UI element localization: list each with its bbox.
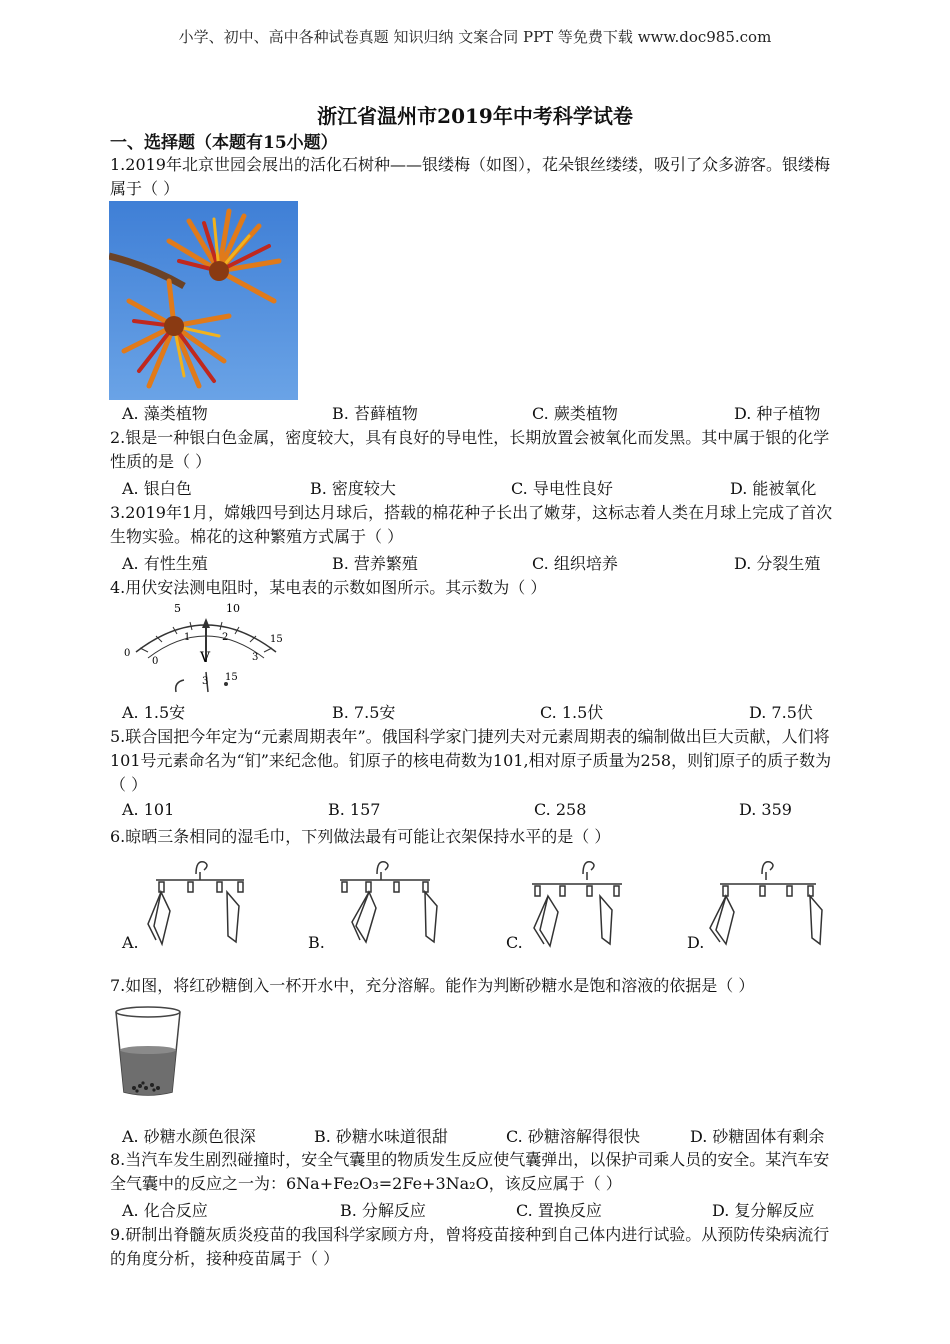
option-b[interactable]: B. [308,933,325,952]
terminal-label: 3 [202,676,209,687]
option-c[interactable]: C. [506,933,523,952]
tick-label: 0 [124,648,131,659]
option-b[interactable]: B. 砂糖水味道很甜 [314,1127,448,1146]
tick-label: 2 [222,632,229,643]
tick-label: 0 [152,656,159,667]
options-q4 [110,700,850,724]
tick-label: 1 [184,632,191,643]
option-c[interactable]: C. 258 [534,800,587,819]
page-title: 浙江省温州市2019年中考科学试卷 [317,104,633,128]
option-d[interactable]: D. 种子植物 [734,404,821,423]
question-1: 1.2019年北京世园会展出的活化石树种——银缕梅（如图），花朵银丝缕缕，吸引了众多游客。银缕梅属于（ ） [110,155,830,198]
page-header: 小学、初中、高中各种试卷真题 知识归纳 文案合同 PPT 等免费下载 www.doc985.com [178,28,772,46]
options-q2 [110,476,850,500]
option-a[interactable]: A. [122,933,139,952]
option-b[interactable]: B. 7.5安 [332,703,396,722]
options-q5 [110,800,850,824]
question-3: 3.2019年1月，嫦娥四号到达月球后，搭载的棉花种子长出了嫩芽，这标志着人类在月球上完成了首次生物实验。棉花的这种繁殖方式属于（ ） [110,503,833,546]
option-a[interactable]: A. 银白色 [122,479,192,498]
option-a[interactable]: A. 1.5安 [122,703,186,722]
unit-label: V [200,650,211,666]
option-b[interactable]: B. 分解反应 [340,1201,426,1220]
question-5: 5.联合国把今年定为“元素周期表年”。俄国科学家门捷列夫对元素周期表的编制做出巨大贡献，人们将101号元素命名为“钔”来纪念他。钔原子的核电荷数为101,相对原子质量为258，则钔原子的质子数为（ ） [110,727,832,794]
option-c[interactable]: C. 蕨类植物 [532,404,618,423]
option-d[interactable]: D. 能被氧化 [730,479,817,498]
option-d[interactable]: D. 分裂生殖 [734,554,821,573]
question-9: 9.研制出脊髓灰质炎疫苗的我国科学家顾方舟，曾将疫苗接种到自己体内进行试验。从预防传染病流行的角度分析，接种疫苗属于（ ） [110,1225,830,1268]
terminal-label: 15 [225,672,238,683]
tick-label: 3 [252,652,259,663]
plum-flower-image [109,201,298,400]
option-c[interactable]: C. 1.5伏 [540,703,604,722]
question-4: 4.用伏安法测电阻时，某电表的示数如图所示。其示数为（ ） [110,578,547,597]
option-a[interactable]: A. 有性生殖 [122,554,208,573]
option-b[interactable]: B. 密度较大 [310,479,396,498]
option-d[interactable]: D. [687,933,705,952]
tick-label: 5 [174,602,181,615]
question-2: 2.银是一种银白色金属，密度较大，具有良好的导电性，长期放置会被氧化而发黑。其中属于银的化学性质的是（ ） [110,428,830,471]
option-c[interactable]: C. 导电性良好 [511,479,613,498]
sugar-cup-figure [112,1004,184,1100]
option-a[interactable]: A. 藻类植物 [122,404,208,423]
options-q1 [110,401,850,425]
question-8: 8.当汽车发生剧烈碰撞时，安全气囊里的物质发生反应使气囊弹出，以保护司乘人员的安全。某汽车安全气囊中的反应之一为：6Na+Fe₂O₃=2Fe+3Na₂O，该反应属于（ ） [110,1150,830,1193]
options-q3 [110,551,850,575]
options-q6 [110,933,850,957]
question-7: 7.如图，将红砂糖倒入一杯开水中，充分溶解。能作为判断砂糖水是饱和溶液的依据是（ ） [110,976,755,995]
tick-label: 10 [226,602,240,615]
option-c[interactable]: C. 置换反应 [516,1201,602,1220]
option-d[interactable]: D. 7.5伏 [749,703,813,722]
options-q7 [110,1124,850,1148]
options-q8 [110,1198,850,1222]
option-d[interactable]: D. 359 [739,800,792,819]
option-b[interactable]: B. 苔藓植物 [332,404,418,423]
option-a[interactable]: A. 101 [122,800,175,819]
option-d[interactable]: D. 复分解反应 [712,1201,815,1220]
option-c[interactable]: C. 砂糖溶解得很快 [506,1127,640,1146]
option-b[interactable]: B. 157 [328,800,381,819]
voltmeter-figure [118,600,288,696]
question-6: 6.晾晒三条相同的湿毛巾，下列做法最有可能让衣架保持水平的是（ ） [110,827,611,846]
option-c[interactable]: C. 组织培养 [532,554,618,573]
tick-label: 15 [270,634,283,645]
section-heading: 一、选择题（本题有15小题） [110,133,338,153]
option-b[interactable]: B. 营养繁殖 [332,554,418,573]
option-a[interactable]: A. 砂糖水颜色很深 [122,1127,256,1146]
option-d[interactable]: D. 砂糖固体有剩余 [690,1127,825,1146]
option-a[interactable]: A. 化合反应 [122,1201,208,1220]
